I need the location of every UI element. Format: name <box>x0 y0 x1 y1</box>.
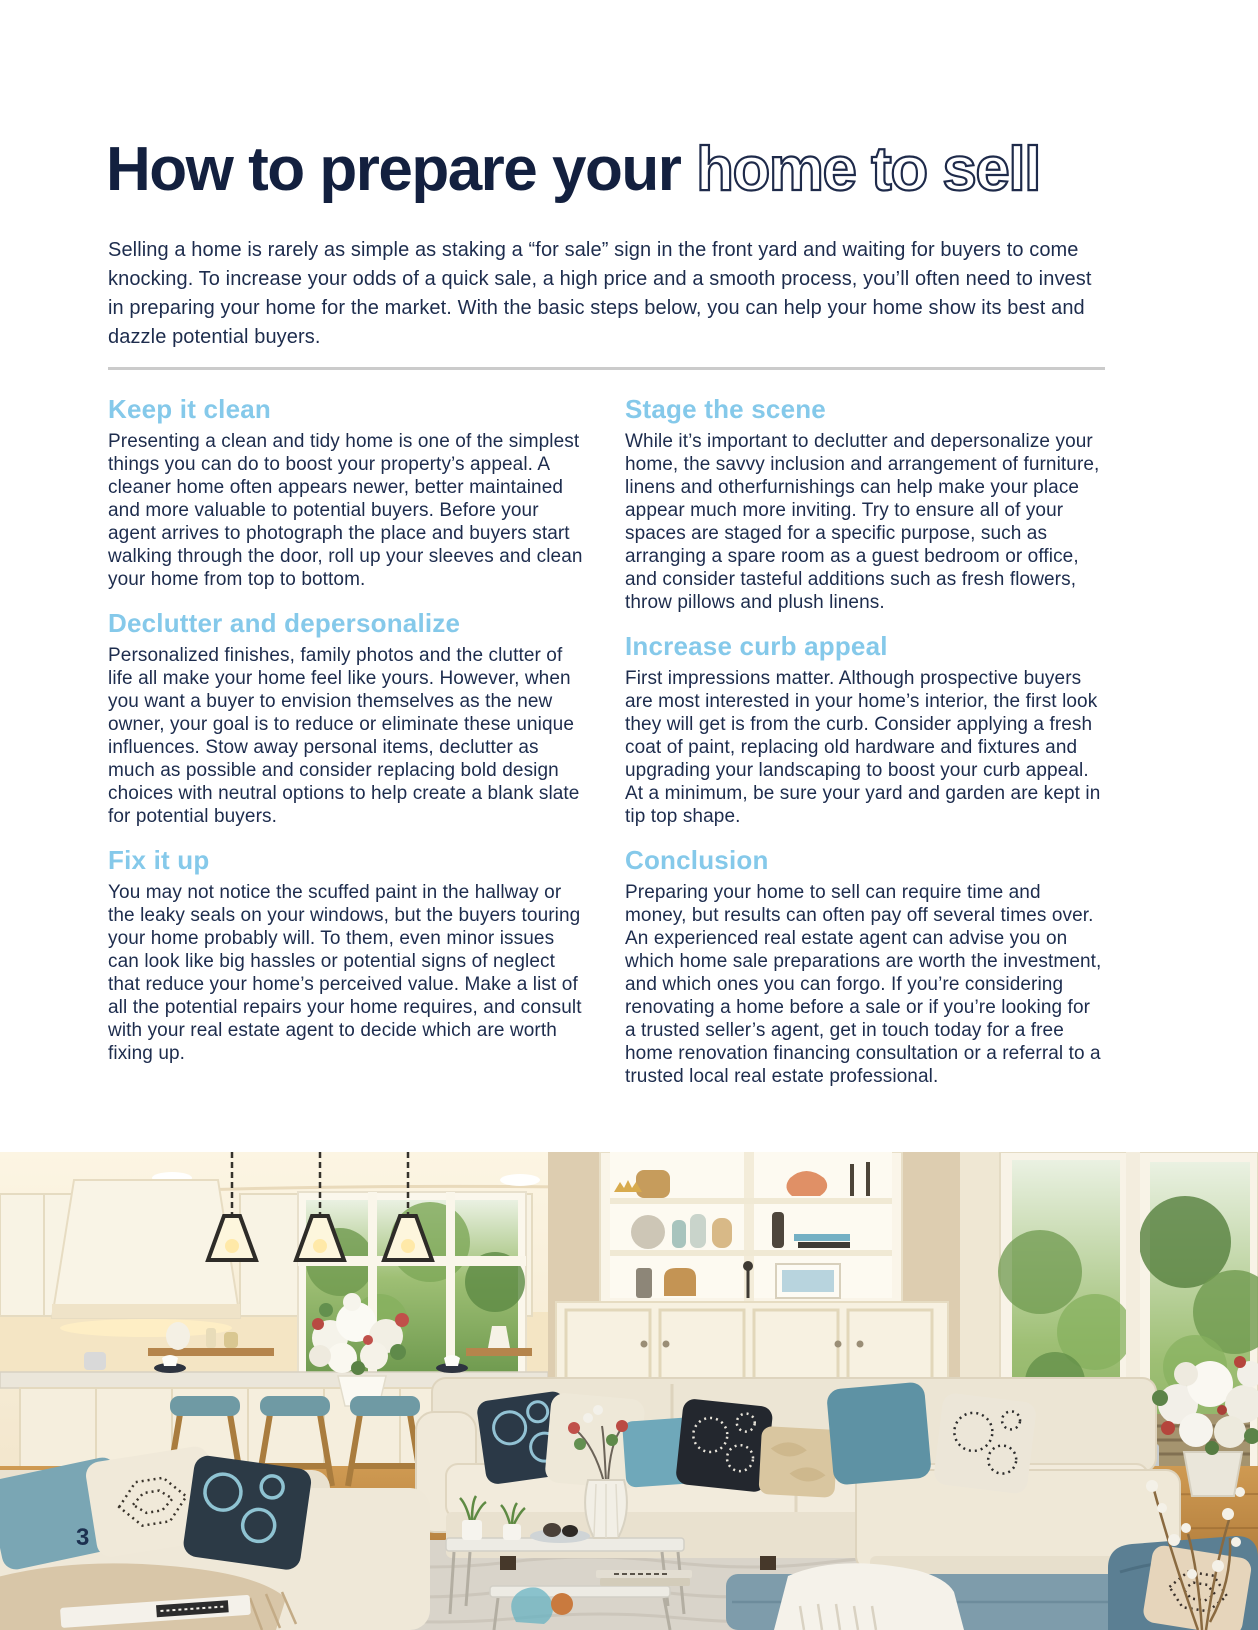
lower-cabinets <box>556 1302 948 1388</box>
section-stage-the-scene <box>625 394 1105 614</box>
section-body: Presenting a clean and tidy home is one of the simplest things you can do to boost your property’s appeal. A cleaner home often appears newer, better maintained and more valuable to potential buyers. Before your agent arrives to photograph the place and buyers start walking through the door, roll up your sleeves and clean your home from top to bottom. <box>108 431 583 590</box>
page-title-outline: home to sell <box>696 134 1040 204</box>
section-heading: Conclusion <box>625 845 769 875</box>
section-declutter <box>108 608 588 828</box>
section-body: Preparing your home to sell can require time and money, but results can often pay off several times over. An experienced real estate agent can advise you on which home sale preparations are worth the investment, and which ones you can forgo. If you’re considering renovating a home before a sale or if you’re looking for a trusted seller’s agent, get in touch today for a free home renovation financing consultation or a referral to a trusted local real estate professional. <box>625 882 1102 1087</box>
section-heading: Declutter and depersonalize <box>108 608 461 638</box>
section-heading: Stage the scene <box>625 394 826 424</box>
section-body: While it’s important to declutter and depersonalize your home, the savvy inclusion and arrangement of furniture, linens and otherfurnishings can help make your place appear much more inviting. Try to ensure all of your spaces are staged for a specific purpose, such as arranging a spare room as a guest bedroom or office, and consider tasteful additions such as fresh flowers, throw pillows and plush linens. <box>625 431 1100 613</box>
section-heading: Fix it up <box>108 845 210 875</box>
section-body: You may not notice the scuffed paint in the hallway or the leaky seals on your windows, but the buyers touring your home probably will. To them, even minor issues can look like big hassles or potential signs of neglect that reduce your home’s perceived value. Make a list of all the potential repairs your home requires, and consult with your real estate agent to decide which are worth fixing up. <box>108 882 582 1064</box>
section-body: Personalized finishes, family photos and the clutter of life all make your home feel like yours. However, when you want a buyer to envision themselves as the new owner, your goal is to reduce or eliminate these unique influences. Stow away personal items, declutter as much as possible and consider replacing bold design choices with neutral options to help create a blank slate for potential buyers. <box>108 645 580 827</box>
section-heading: Keep it clean <box>108 394 271 424</box>
page-title <box>106 136 1166 204</box>
section-body: First impressions matter. Although prospective buyers are most interested in your home’s interior, the first look they will get is from the curb. Consider applying a fresh coat of paint, replacing old hardware and fixtures and upgrading your landscaping to boost your curb appeal. At a minimum, be sure your yard and garden are kept in tip top shape. <box>625 668 1101 827</box>
content-columns <box>108 394 1105 1105</box>
intro-paragraph: Selling a home is rarely as simple as staking a “for sale” sign in the front yard and waiting for buyers to come knocking. To increase your odds of a quick sale, a high price and a smooth process, you’ll often need to invest in preparing your home for the market. With the basic steps below, you can help your home show its best and dazzle potential buyers. <box>108 239 1092 348</box>
right-column <box>625 394 1105 1105</box>
page-title-solid: How to prepare your <box>106 134 697 204</box>
section-heading: Increase curb appeal <box>625 631 888 661</box>
section-keep-it-clean <box>108 394 588 591</box>
section-fix-it-up <box>108 845 588 1065</box>
section-curb-appeal <box>625 631 1105 828</box>
living-room-photo <box>0 1152 1258 1630</box>
page-number: 3 <box>76 1524 90 1551</box>
section-conclusion <box>625 845 1105 1088</box>
section-divider <box>108 367 1105 370</box>
left-column <box>108 394 588 1082</box>
